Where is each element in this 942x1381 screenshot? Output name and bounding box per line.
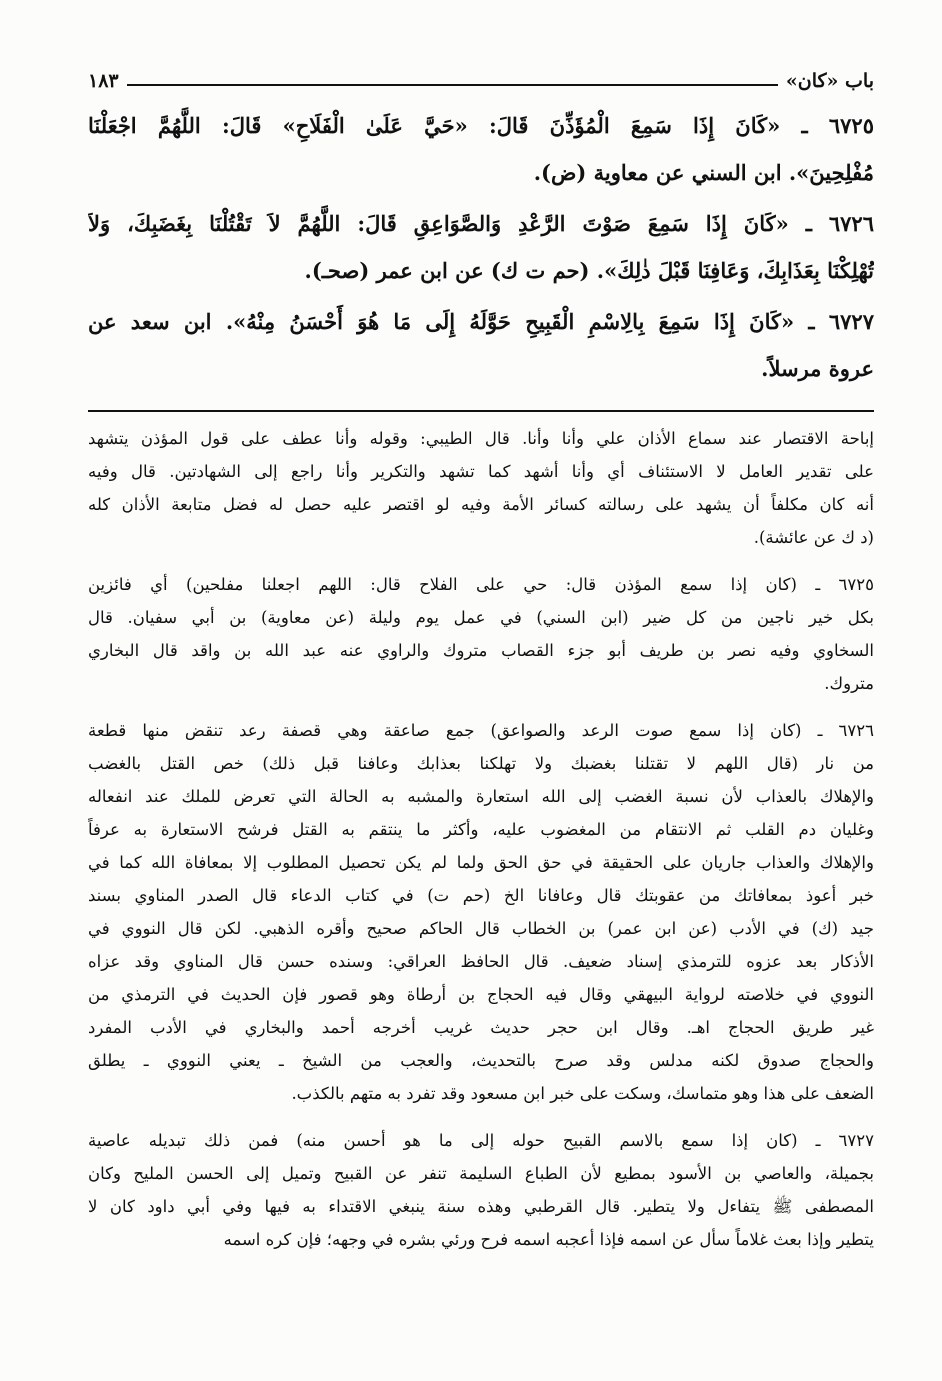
text-line: غير طريق الحجاج اهـ. وقال ابن حجر حديث غريب أخرجه أحمد والبخاري في الأدب المفرد	[88, 1018, 874, 1037]
text-line: أنه كان مكلفاً أن يشهد على رسالته كسائر الأمة وفيه لو اقتصر عليه حصل له فضل متابعة الأذان كله	[88, 495, 874, 514]
text-line: بكل خير ناجين من كل ضير (ابن السني) في عمل يوم وليلة (عن معاوية) بن أبي سفيان. قال	[88, 608, 874, 627]
header-rule	[127, 84, 778, 86]
text-line: تُهْلِكْنَا بِعَذَابِكَ، وَعَافِنَا قَبْلَ ذٰلِكَ». (حم ت ك) عن ابن عمر (صحـ).	[304, 258, 874, 283]
text-line: خبر أعوذ بمعافاتك من عقوبتك قال وعافانا الخ (حم ت) في كتاب الدعاء قال الصدر المناوي بسند	[88, 886, 874, 905]
text-line: متروك.	[824, 674, 874, 693]
text-line: النووي في خلاصته لرواية البيهقي وقال فيه الحجاج بن أرطاة وهو قصور فإن الحديث في الترمذي من	[88, 985, 874, 1004]
text-line: ٦٧٢٥ ـ «كَانَ إِذَا سَمِعَ الْمُؤَذِّنَ قَالَ: «حَيَّ عَلَىٰ الْفَلَاحِ» قَالَ: اللَّهُمَّ اجْعَلْنَا	[88, 113, 874, 138]
text-line: والحجاج صدوق لكنه مدلس وقد صرح بالتحديث، والعجب من الشيخ ـ يعني النووي ـ يطلق	[88, 1051, 874, 1070]
book-page	[88, 56, 874, 1270]
hadith-6726	[88, 200, 874, 294]
commentary-paragraph	[88, 1124, 874, 1256]
footnote-separator	[88, 410, 874, 412]
text-line: السخاوي وفيه نصر بن طريف أبو جزء القصاب متروك والراوي عنه عبد الله بن واقد قال البخاري	[88, 641, 874, 660]
text-line: من نار (قال اللهم لا تقتلنا بغضبك ولا تهلكنا بعذابك وعافنا قبل ذلك) خص القتل بالغضب	[88, 754, 874, 773]
text-line: جيد (ك) في الأدب (عن ابن عمر) بن الخطاب قال الحاكم صحيح وأقره الذهبي. لكن قال النووي في	[88, 919, 874, 938]
text-line: إباحة الاقتصار عند سماع الأذان علي وأنا وأنا. قال الطيبي: وقوله وأنا عطف على قول المؤذن يتشهد	[88, 429, 874, 448]
text-line: على تقدير العامل لا الاستئناف أي وأنا أشهد كما تشهد والتكرير وأنا راجع إلى الشهادتين. قال وفيه	[88, 462, 874, 481]
text-line: ٦٧٢٧ ـ «كَانَ إِذَا سَمِعَ بِالِاسْمِ الْقَبِيحِ حَوَّلَهُ إِلَى مَا هُوَ أَحْسَنُ مِنْهُ». ابن سعد عن	[88, 309, 874, 334]
text-line: بجميلة، والعاصي بن الأسود بمطيع لأن الطباع السليمة تنفر عن القبيح وتميل إلى الحسن المليح وكان	[88, 1164, 874, 1183]
text-line: الضعف على هذا وهو متماسك، وسكت على خبر ابن مسعود وقد تفرد به متهم بالكذب.	[291, 1084, 874, 1103]
hadith-6727	[88, 298, 874, 392]
text-line: مُفْلِحِينَ». ابن السني عن معاوية (ض).	[533, 160, 874, 185]
commentary-paragraph	[88, 568, 874, 700]
chapter-title: باب «كان»	[785, 70, 874, 92]
running-header	[88, 56, 874, 92]
text-line: والإهلاك بالعذاب لأن نسبة الغضب إلى الله استعارة والمشبه به الحالة التي تعرض للملك عند انفعاله	[88, 787, 874, 806]
text-line: وغليان دم القلب ثم الانتقام من المغضوب عليه، وأكثر ما ينتقم به القتل فرشح الاستعارة به عرفاً	[88, 820, 874, 839]
text-line: ٦٧٢٦ ـ «كَانَ إِذَا سَمِعَ صَوْتَ الرَّعْدِ وَالصَّوَاعِقِ قَالَ: اللَّهُمَّ لاَ تَقْتُلْنَا بِغَضَبِكَ، وَلاَ	[88, 211, 874, 236]
commentary-paragraph	[88, 714, 874, 1110]
hadith-text	[88, 102, 874, 392]
commentary	[88, 422, 874, 1256]
text-line: (د ك عن عائشة).	[753, 528, 874, 547]
page-number: ١٨٣	[88, 70, 119, 92]
text-line: ٦٧٢٥ ـ (كان إذا سمع المؤذن قال: حي على الفلاح قال: اللهم اجعلنا مفلحين) أي فائزين	[88, 575, 874, 594]
text-line: عروة مرسلاً.	[761, 356, 874, 381]
text-line: الأذكار بعد عزوه للترمذي إسناد ضعيف. قال الحافظ العراقي: وسنده حسن قال المناوي وقد عزاه	[88, 952, 874, 971]
text-line: يتطير وإذا بعث غلاماً سأل عن اسمه فإذا أعجبه اسمه فرح ورئي بشره في وجهه؛ فإن كره اسمه	[223, 1230, 874, 1249]
text-line: المصطفى ﷺ يتفاءل ولا يتطير. قال القرطبي وهذه سنة ينبغي الاقتداء به فيها وفي أبي داود كان لا	[88, 1197, 874, 1216]
text-line: ٦٧٢٦ ـ (كان إذا سمع صوت الرعد والصواعق) جمع صاعقة وهي قصفة رعد تنقض منها قطعة	[88, 721, 874, 740]
text-line: والإهلاك والعذاب جاريان على الحقيقة في حق الحق ولما لم يكن تحصيل المطلوب إلا بمعافاة الله كما في	[88, 853, 874, 872]
hadith-6725	[88, 102, 874, 196]
commentary-paragraph	[88, 422, 874, 554]
text-line: ٦٧٢٧ ـ (كان إذا سمع بالاسم القبيح حوله إلى ما هو أحسن منه) فمن ذلك تبديله عاصية	[88, 1131, 874, 1150]
